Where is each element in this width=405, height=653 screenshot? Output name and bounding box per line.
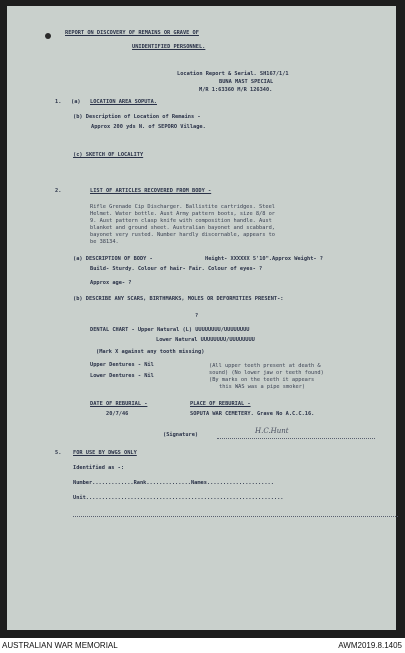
section-1-a: (a) — [71, 99, 81, 105]
sketch-label: (c) SKETCH OF LOCALITY — [73, 152, 144, 158]
title-line-1: REPORT ON DISCOVERY OF REMAINS OR GRAVE OF — [65, 30, 199, 36]
identified-as: Identified as -: — [73, 465, 125, 471]
dental-chart-lower: Lower Natural UUUUUUUU/UUUUUUUU — [156, 337, 255, 343]
scars-label: (b) DESCRIBE ANY SCARS, BIRTHMARKS, MOLES OR DEFORMITIES PRESENT-: — [73, 296, 284, 302]
articles-line: blanket and ground sheet. Australian bayonet and scabbard, — [90, 225, 275, 231]
upper-dentures: Upper Dentures - Nil — [90, 362, 154, 368]
section-2-number: 2. — [55, 188, 62, 194]
articles-line: Rifle Grenade Cip Discharger. Ballistite cartridges. Steel — [90, 204, 275, 210]
articles-line: 9. Aust pattern clasp knife with composition handle. Aust — [90, 218, 272, 224]
signature: H.C.Hunt — [255, 427, 289, 435]
build-hair-eyes: Build- Sturdy. Colour of hair- Fair. Colour of eyes- ? — [90, 266, 263, 272]
dentures-note: (By marks on the teeth it appears — [209, 377, 315, 383]
signature-line — [217, 438, 375, 439]
scars-value: ? — [195, 313, 199, 319]
description-of-body-label: (a) DESCRIPTION OF BODY - — [73, 256, 153, 262]
dentures-note: this WAS was a pipe smoker) — [219, 384, 306, 390]
section-1-b: (b) Description of Location of Remains - — [73, 114, 201, 120]
ref-line-3: M/R 1:63360 M/R 126340. — [199, 87, 273, 93]
section-1-number: 1. — [55, 99, 62, 105]
footer-credit: AUSTRALIAN WAR MEMORIAL — [2, 641, 118, 650]
dental-note: (Mark X against any tooth missing) — [96, 349, 205, 355]
dentures-note: (All upper teeth present at death & — [209, 363, 321, 369]
unit-line: Unit.............................................................. — [73, 495, 284, 501]
dentures-note: sound) (No lower jaw or teeth found) — [209, 370, 324, 376]
blank-dotted-line — [73, 516, 398, 517]
section-1-b-value: Approx 200 yds N. of SEPORO Village. — [91, 124, 206, 130]
reburial-place-label: PLACE OF REBURIAL - — [190, 401, 251, 407]
document-page — [7, 6, 396, 630]
articles-line: Helmet. Water bottle. Aust Army pattern boots, size 8/8 or — [90, 211, 275, 217]
ref-line-2: BUNA MAST SPECIAL — [219, 79, 274, 85]
articles-line: bayonet very rusted. Number hardly discernable, appears to — [90, 232, 275, 238]
number-rank-names-line: Number.............Rank..............Names..................... — [73, 480, 274, 486]
section-5-number: 5. — [55, 450, 62, 456]
articles-line: be 38134. — [90, 239, 119, 245]
reburial-place: SOPUTA WAR CEMETERY. Grave No A.C.C.16. — [190, 411, 315, 417]
punch-hole — [45, 33, 51, 39]
dwgs-heading: FOR USE BY DWGS ONLY — [73, 450, 137, 456]
approx-age: Approx age- ? — [90, 280, 132, 286]
reburial-date: 20/7/46 — [106, 411, 129, 417]
ref-line-1: Location Report & Serial. SH167/1/1 — [177, 71, 289, 77]
lower-dentures: Lower Dentures - Nil — [90, 373, 154, 379]
location-area-label: LOCATION AREA SOPUTA. — [90, 99, 157, 105]
articles-heading: LIST OF ARTICLES RECOVERED FROM BODY - — [90, 188, 212, 194]
reburial-date-label: DATE OF REBURIAL - — [90, 401, 148, 407]
footer-accession-number: AWM2019.8.1405 — [338, 641, 402, 650]
dental-chart-upper: DENTAL CHART - Upper Natural (L) UUUUUUUU/UUUUUUUU — [90, 327, 250, 333]
height-weight: Height- XXXXXX 5'10".Approx Weight- ? — [205, 256, 323, 262]
title-line-2: UNIDENTIFIED PERSONNEL. — [132, 44, 206, 50]
signature-label: (Signature) — [163, 432, 199, 438]
